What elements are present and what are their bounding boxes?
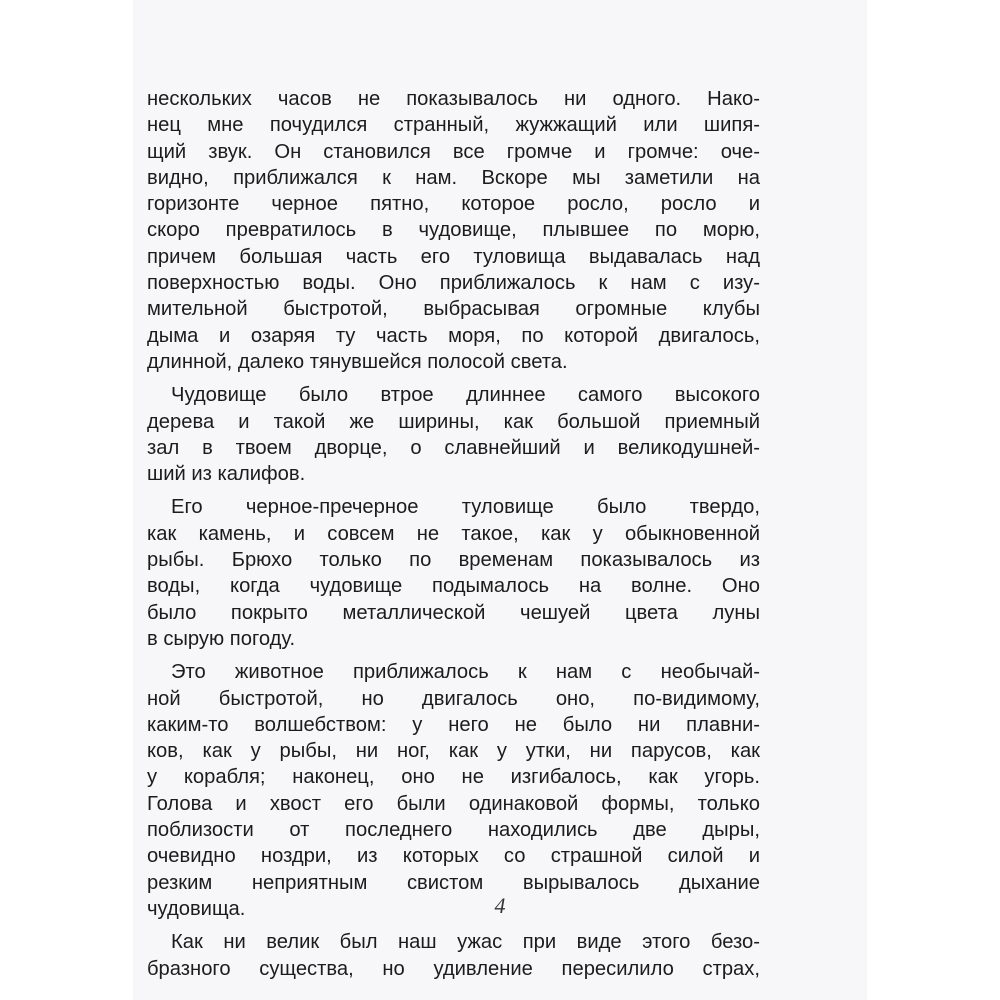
text-line: видно, приближался к нам. Вскоре мы заметили на [147, 166, 760, 189]
text-line: мительной быстротой, выбрасывая огромные клубы [147, 298, 760, 321]
page-number: 4 [494, 893, 506, 918]
text-line: нескольких часов не показывалось ни одного. Нако- [147, 88, 760, 110]
text-line: резким неприятным свистом вырывалось дыхание [147, 871, 760, 894]
text-line: скоро превратилось в чудовище, плывшее по морю, [147, 219, 760, 242]
text-line: было покрыто металлической чешуей цвета луны [147, 601, 760, 624]
text-line: каким-то волшебством: у него не было ни плавни- [147, 713, 760, 736]
text-line: в сырую погоду. [147, 627, 296, 650]
text-line: поверхностью воды. Оно приближалось к нам с изу- [147, 272, 760, 295]
paragraph-5 [147, 929, 760, 982]
text-line: Чудовище было втрое длиннее самого высокого [171, 384, 760, 407]
text-line: Это животное приближалось к нам с необычай- [171, 661, 760, 684]
body-text [147, 86, 760, 989]
text-line: как камень, и совсем не такое, как у обыкновенной [147, 522, 760, 545]
text-line: длинной, далеко тянувшейся полосой света. [147, 350, 568, 373]
text-line: Голова и хвост его были одинаковой формы, только [147, 792, 760, 815]
text-line: рыбы. Брюхо только по временам показывалось из [147, 549, 760, 572]
text-line: горизонте черное пятно, которое росло, росло и [147, 193, 760, 216]
text-line: зал в твоем дворце, о славнейший и великодушней- [147, 436, 760, 459]
text-line: бразного существа, но удивление пересилило страх, [147, 957, 760, 980]
paragraph-2 [147, 382, 760, 487]
text-line: у корабля; наконец, оно не изгибалось, как угорь. [147, 766, 760, 789]
text-line: ков, как у рыбы, ни ног, как у утки, ни парусов, как [147, 740, 760, 763]
text-line: ший из калифов. [147, 463, 306, 486]
text-line: причем большая часть его туловища выдавалась над [147, 245, 760, 268]
text-line: воды, когда чудовище подымалось на волне. Оно [147, 575, 760, 598]
paragraph-1 [147, 86, 760, 375]
text-line: Его черное-пречерное туловище было твердо, [171, 496, 760, 519]
text-line: дерева и такой же ширины, как большой приемный [147, 410, 760, 433]
text-line: очевидно ноздри, из которых со страшной силой и [147, 845, 760, 868]
text-line: дыма и озаряя ту часть моря, по которой двигалось, [147, 324, 760, 347]
text-line: Как ни велик был наш ужас при виде этого безо- [171, 931, 760, 954]
text-line: щий звук. Он становился все громче и громче: оче- [147, 140, 760, 163]
text-line: чудовища. [147, 897, 246, 920]
paragraph-4 [147, 659, 760, 922]
text-line: поблизости от последнего находились две дыры, [147, 819, 760, 842]
paragraph-3 [147, 494, 760, 652]
text-line: нец мне почудился странный, жужжащий или шипя- [147, 114, 760, 137]
text-line: ной быстротой, но двигалось оно, по-видимому, [147, 687, 760, 710]
